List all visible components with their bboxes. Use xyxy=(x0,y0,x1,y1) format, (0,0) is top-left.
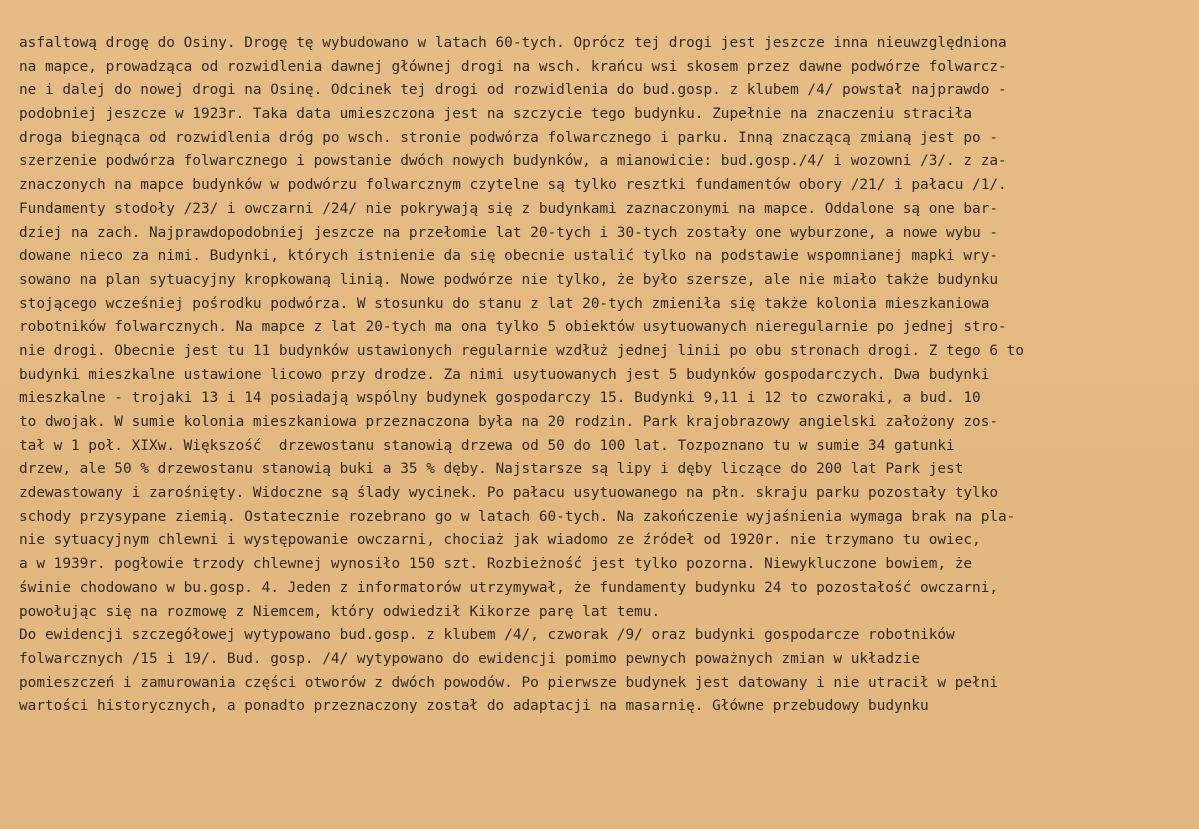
text-line: ne i dalej do nowej drogi na Osinę. Odcinek tej drogi od rozwidlenia do bud.gosp. z klubem /4/ powstał najprawdo - xyxy=(19,82,1007,99)
text-line: tał w 1 poł. XIXw. Większość drzewostanu stanowią drzewa od 50 do 100 lat. Tozpoznano tu w sumie 34 gatunki xyxy=(19,437,955,454)
text-line: dziej na zach. Najprawdopodobniej jeszcze na przełomie lat 20-tych i 30-tych zostały one wyburzone, a nowe wybu - xyxy=(19,224,999,241)
text-line: powołując się na rozmowę z Niemcem, który odwiedził Kikorze parę lat temu. xyxy=(19,603,661,620)
text-line: szerzenie podwórza folwarcznego i powstanie dwóch nowych budynków, a mianowicie: bud.gosp./4/ i wozowni /3/. z za- xyxy=(19,153,1007,170)
text-line: podobniej jeszcze w 1923r. Taka data umieszczona jest na szczycie tego budynku. Zupełnie na znaczeniu straciła xyxy=(19,106,973,123)
text-line: pomieszczeń i zamurowania części otworów z dwóch powodów. Po pierwsze budynek jest datowany i nie utracił w pełni xyxy=(19,674,999,691)
text-line: Do ewidencji szczegółowej wytypowano bud.gosp. z klubem /4/, czworak /9/ oraz budynki gospodarcze robotników xyxy=(19,627,955,644)
text-line: nie drogi. Obecnie jest tu 11 budynków ustawionych regularnie wzdłuż jednej linii po obu stronach drogi. Z tego 6 to xyxy=(19,342,1025,359)
text-line: schody przysypane ziemią. Ostatecznie rozebrano go w latach 60-tych. Na zakończenie wyjaśnienia wymaga brak na pla- xyxy=(19,508,1016,525)
typewritten-text-block xyxy=(19,32,1197,719)
text-line: dowane nieco za nimi. Budynki, których istnienie da się obecnie ustalić tylko na podstawie wspomnianej mapki wry- xyxy=(19,248,999,265)
text-line: na mapce, prowadząca od rozwidlenia dawnej głównej drogi na wsch. krańcu wsi skosem przez dawne podwórze folwarcz- xyxy=(19,58,1007,75)
text-line: nie sytuacyjnym chlewni i występowanie owczarni, chociaż jak wiadomo ze źródeł od 1920r. nie trzymano tu owiec, xyxy=(19,532,981,549)
text-line: asfaltową drogę do Osiny. Drogę tę wybudowano w latach 60-tych. Oprócz tej drogi jest jeszcze inna nieuwzględniona xyxy=(19,35,1007,51)
text-line: mieszkalne - trojaki 13 i 14 posiadają wspólny budynek gospodarczy 15. Budynki 9,11 i 12 to czworaki, a bud. 10 xyxy=(19,390,981,407)
text-line: a w 1939r. pogłowie trzody chlewnej wynosiło 150 szt. Rozbieżność jest tylko pozorna. Niewykluczone bowiem, że xyxy=(19,556,973,573)
text-line: znaczonych na mapce budynków w podwórzu folwarcznym czytelne są tylko resztki fundamentów obory /21/ i pałacu /1/. xyxy=(19,177,1007,194)
text-line: stojącego wcześniej pośrodku podwórza. W stosunku do stanu z lat 20-tych zmieniła się także kolonia mieszkaniowa xyxy=(19,295,990,312)
text-line: Fundamenty stodoły /23/ i owczarni /24/ nie pokrywają się z budynkami zaznaczonymi na mapce. Oddalone są one bar- xyxy=(19,200,999,217)
text-line: folwarcznych /15 i 19/. Bud. gosp. /4/ wytypowano do ewidencji pomimo pewnych poważnych zmian w układzie xyxy=(19,650,921,667)
text-line: świnie chodowano w bu.gosp. 4. Jeden z informatorów utrzymywał, że fundamenty budynku 24 to pozostałość owczarni, xyxy=(19,579,999,596)
text-line: drzew, ale 50 % drzewostanu stanowią buki a 35 % dęby. Najstarsze są lipy i dęby liczące do 200 lat Park jest xyxy=(19,461,964,478)
text-line: droga biegnąca od rozwidlenia dróg po wsch. stronie podwórza folwarcznego i parku. Inną znaczącą zmianą jest po - xyxy=(19,129,999,146)
text-line: sowano na plan sytuacyjny kropkowaną linią. Nowe podwórze nie tylko, że było szersze, ale nie miało także budynku xyxy=(19,271,999,288)
text-line: wartości historycznych, a ponadto przeznaczony został do adaptacji na masarnię. Główne przebudowy budynku xyxy=(19,698,929,715)
text-line: to dwojak. W sumie kolonia mieszkaniowa przeznaczona była na 20 rodzin. Park krajobrazowy angielski założony zos- xyxy=(19,414,999,430)
text-line: budynki mieszkalne ustawione licowo przy drodze. Za nimi usytuowanych jest 5 budynków gospodarczych. Dwa budynki xyxy=(19,366,990,383)
text-line: zdewastowany i zarośnięty. Widoczne są ślady wycinek. Po pałacu usytuowanego na płn. skraju parku pozostały tylko xyxy=(19,485,999,502)
text-line: robotników folwarcznych. Na mapce z lat 20-tych ma ona tylko 5 obiektów usytuowanych nieregularnie po jednej stro- xyxy=(19,319,1007,336)
